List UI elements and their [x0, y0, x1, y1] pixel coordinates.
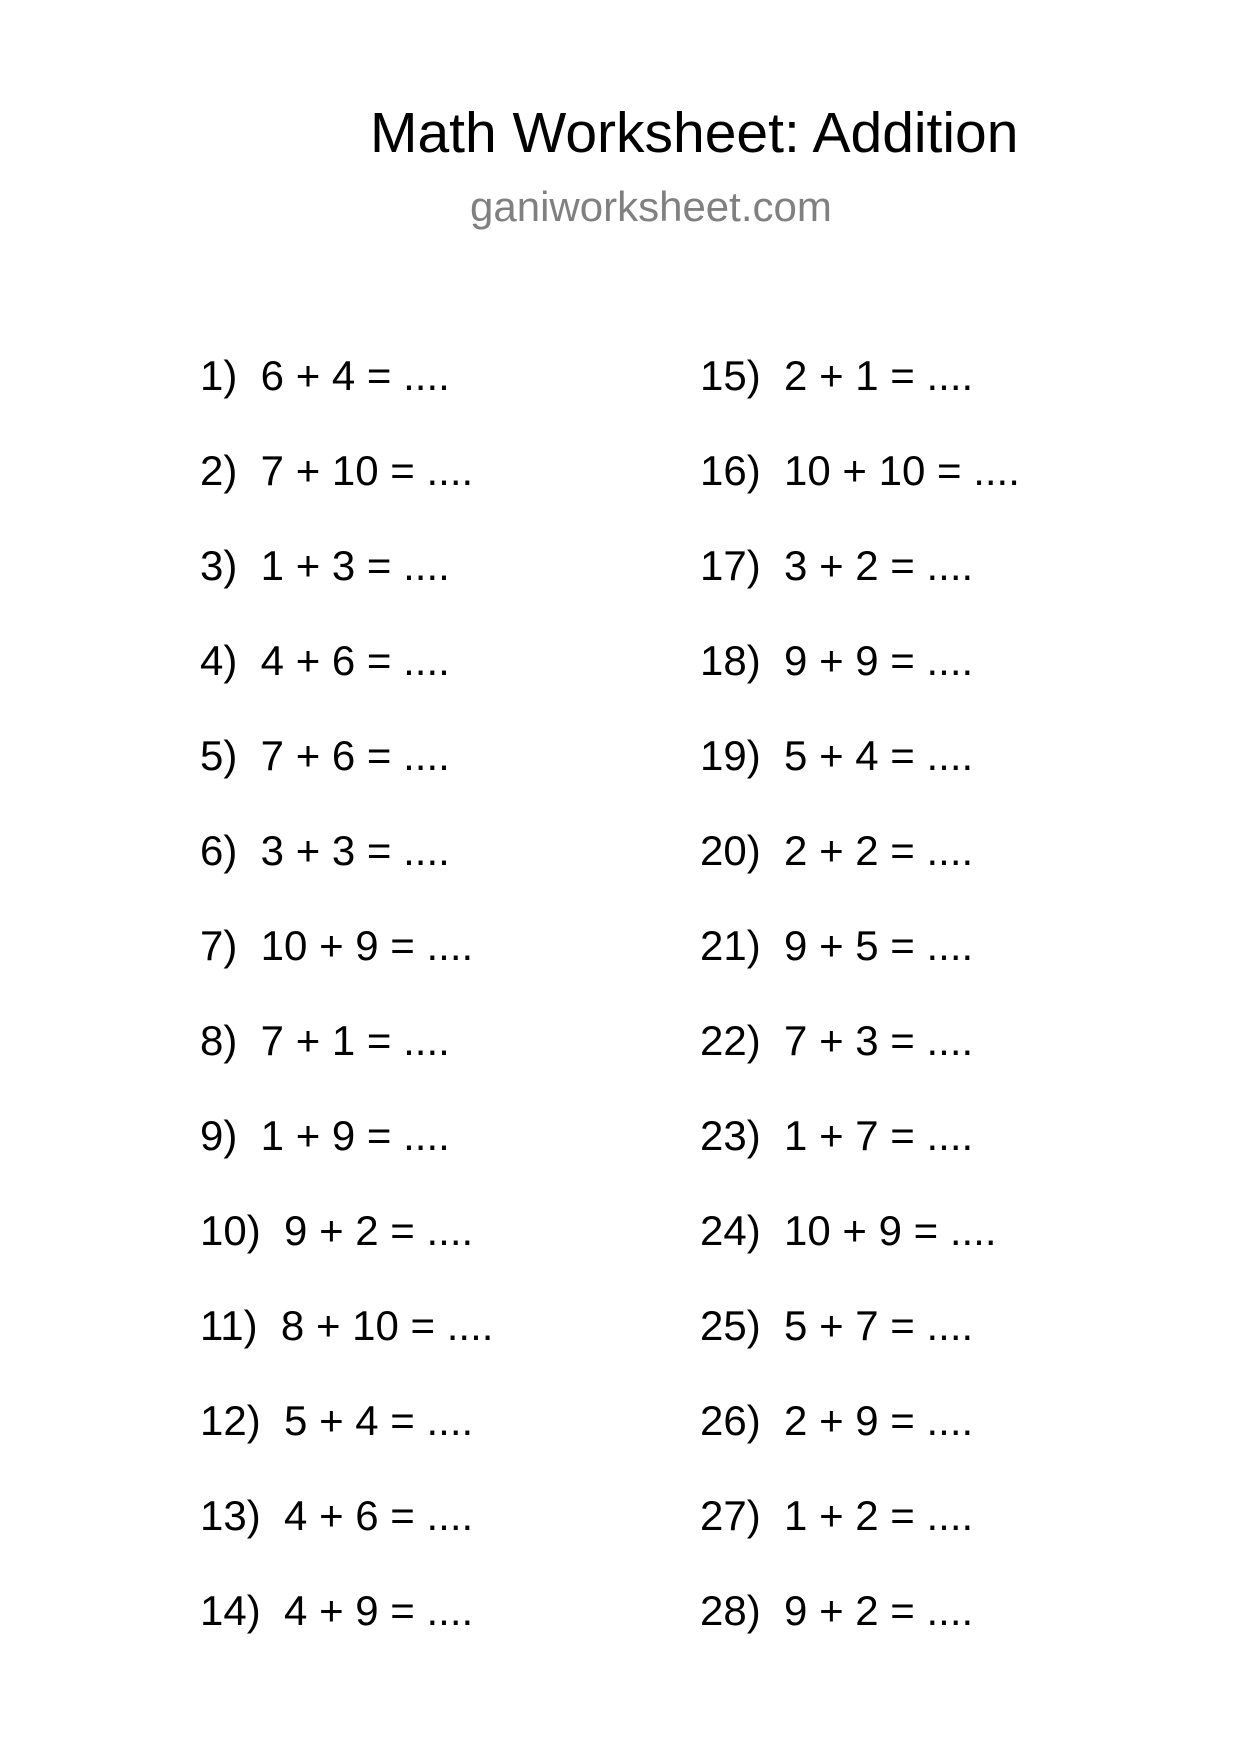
problem-17: 17) 3 + 2 = .... [700, 542, 974, 589]
problem-19: 19) 5 + 4 = .... [700, 732, 974, 779]
problem-1: 1) 6 + 4 = .... [200, 352, 450, 399]
problem-18: 18) 9 + 9 = .... [700, 637, 974, 684]
problem-23: 23) 1 + 7 = .... [700, 1112, 974, 1159]
problem-8: 8) 7 + 1 = .... [200, 1017, 450, 1064]
problem-28: 28) 9 + 2 = .... [700, 1587, 974, 1634]
problem-25: 25) 5 + 7 = .... [700, 1302, 974, 1349]
problem-26: 26) 2 + 9 = .... [700, 1397, 974, 1444]
site-url: ganiworksheet.com [470, 183, 832, 230]
problem-27: 27) 1 + 2 = .... [700, 1492, 974, 1539]
problem-column-left [200, 346, 493, 1676]
problem-3: 3) 1 + 3 = .... [200, 542, 450, 589]
problem-6: 6) 3 + 3 = .... [200, 827, 450, 874]
problem-9: 9) 1 + 9 = .... [200, 1112, 450, 1159]
problem-4: 4) 4 + 6 = .... [200, 637, 450, 684]
problem-21: 21) 9 + 5 = .... [700, 922, 974, 969]
problem-2: 2) 7 + 10 = .... [200, 447, 474, 494]
page-title: Math Worksheet: Addition [370, 101, 1019, 165]
problem-14: 14) 4 + 9 = .... [200, 1587, 474, 1634]
problem-10: 10) 9 + 2 = .... [200, 1207, 474, 1254]
problem-24: 24) 10 + 9 = .... [700, 1207, 997, 1254]
problem-15: 15) 2 + 1 = .... [700, 352, 974, 399]
problem-11: 11) 8 + 10 = .... [200, 1302, 494, 1349]
problem-5: 5) 7 + 6 = .... [200, 732, 450, 779]
problem-22: 22) 7 + 3 = .... [700, 1017, 974, 1064]
problem-7: 7) 10 + 9 = .... [200, 922, 474, 969]
problem-column-right [700, 346, 1020, 1676]
problem-16: 16) 10 + 10 = .... [700, 447, 1020, 494]
problem-20: 20) 2 + 2 = .... [700, 827, 974, 874]
problem-13: 13) 4 + 6 = .... [200, 1492, 474, 1539]
problem-12: 12) 5 + 4 = .... [200, 1397, 474, 1444]
